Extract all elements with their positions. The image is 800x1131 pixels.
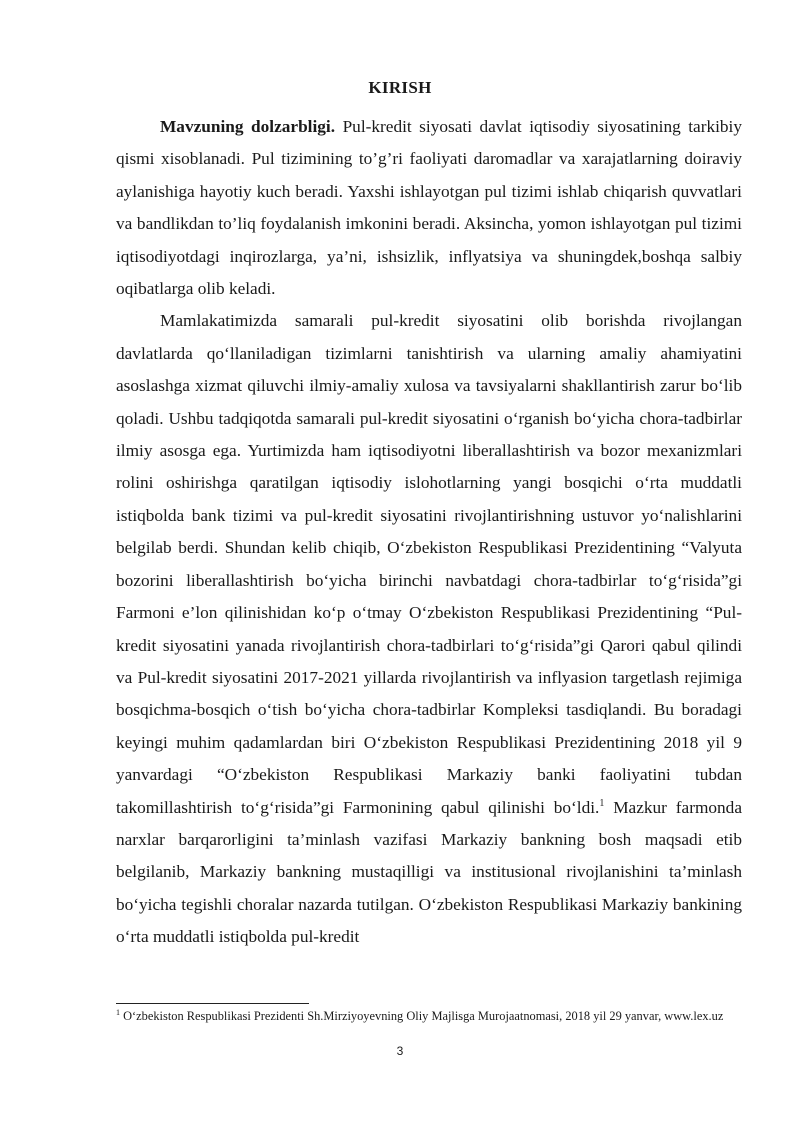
footnote bbox=[116, 1008, 746, 1025]
paragraph-text: Mazkur farmonda narxlar barqarorligini ta’minlash vazifasi Markaziy bankning bosh maqsadi etib belgilanib, Markaziy bankning mustaqilligi va institusional rivojlanishini ta’minlash bo‘yicha tegishli choralar nazarda tutilgan. O‘zbekiston Respublikasi Markaziy bankining o‘rta muddatli istiqbolda pul-kredit bbox=[116, 797, 742, 947]
page-number: 3 bbox=[396, 1044, 404, 1058]
paragraph-text: Pul-kredit siyosati davlat iqtisodiy siyosatining tarkibiy qismi xisoblanadi. Pul tizimining to’g’ri faoliyati daromadlar va xarajatlarning doiraviy aylanishiga hayotiy kuch beradi. Yaxshi ishlayotgan pul tizimi ishlab chiqarish quvvatlari va bandlikdan to’liq foydalanish imkonini beradi. Aksincha, yomon ishlayotgan pul tizimi iqtisodiyotdagi inqirozlarga, ya’ni, ishsizlik, inflyatsiya va shuningdek,boshqa salbiy oqibatlarga olib keladi. bbox=[116, 117, 743, 299]
paragraph-lead: Mavzuning dolzarbligi. bbox=[160, 117, 336, 136]
paragraph-text: Mamlakatimizda samarali pul-kredit siyosatini olib borishda rivojlangan davlatlarda qo‘llaniladigan tizimlarni tanishtirish va ularning amaliy ahamiyatini asoslashga xizmat qiluvchi ilmiy-amaliy xulosa va tavsiyalarni shakllantirish zarur bo‘lib qoladi. Ushbu tadqiqotda samarali pul-kredit siyosatini o‘rganish bo‘yicha chora-tadbirlar ilmiy asosga ega. Yurtimizda ham iqtisodiyotni liberallashtirish va bozor mexanizmlari rolini oshirishga qaratilgan iqtisodiy islohotlarning yangi bosqichi o‘rta muddatli istiqbolda bank tizimi va pul-kredit siyosatini rivojlantirishning ustuvor yo‘nalishlarini belgilab berdi. Shundan kelib chiqib, O‘zbekiston Respublikasi Prezidentining “Valyuta bozorini liberallashtirish bo‘yicha birinchi navbatdagi chora-tadbirlar to‘g‘risida”gi Farmoni e’lon qilinishidan ko‘p o‘tmay O‘zbekiston Respublikasi Prezidentining “Pul-kredit siyosatini yanada rivojlantirish chora-tadbirlari to‘g‘risida”gi Qarori qabul qilindi va Pul-kredit siyosatini 2017-2021 yillarda rivojlantirish va inflyasion targetlash rejimiga bosqichma-bosqich o‘tish bo‘yicha chora-tadbirlar Kompleksi tasdiqlandi. Bu boradagi keyingi muhim qadamlardan biri O‘zbekiston Respublikasi Prezidentining 2018 yil 9 yanvardagi “O‘zbekiston Respublikasi Markaziy banki faoliyatini tubdan takomillashtirish to‘g‘risida”gi Farmonining qabul qilinishi bo‘ldi. bbox=[116, 311, 742, 817]
footnote-separator bbox=[116, 1003, 309, 1004]
section-heading: KIRISH bbox=[368, 78, 432, 97]
footnote-mark: 1 bbox=[116, 1007, 120, 1017]
footnote-reference[interactable]: 1 bbox=[599, 797, 605, 809]
footnote-text: O‘zbekiston Respublikasi Prezidenti Sh.Mirziyoyevning Oliy Majlisga Murojaatnomasi, 2018 yil 29 yanvar, www.lex.uz bbox=[120, 1009, 724, 1023]
paragraph-policy bbox=[116, 305, 742, 953]
paragraph-relevance bbox=[116, 111, 742, 305]
body-text bbox=[116, 111, 742, 954]
